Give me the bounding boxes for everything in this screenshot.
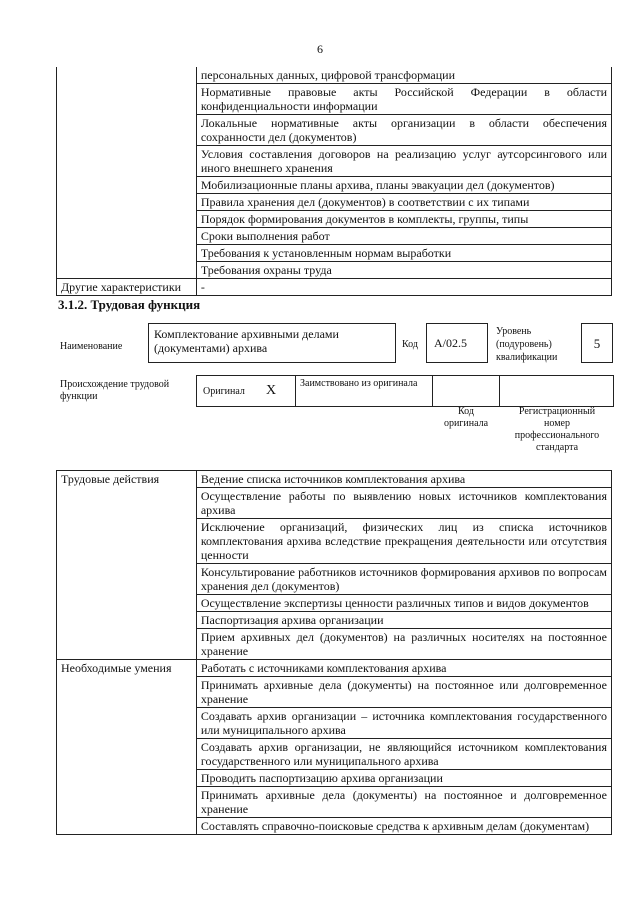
knowledge-table	[56, 67, 612, 296]
page-number: 6	[317, 42, 323, 56]
function-name-value: Комплектование архивными делами (документами) архива	[154, 327, 339, 355]
divider	[295, 375, 296, 406]
table-row: Паспортизация архива организации	[196, 612, 611, 629]
code-label: Код	[402, 339, 418, 350]
table-row: Прием архивных дел (документов) на различных носителях на постоянное хранение	[196, 629, 611, 660]
table-row: Создавать архив организации, не являющийся источником комплектования государственного или муниципального архива	[196, 739, 611, 770]
table-row: Принимать архивные дела (документы) на постоянное или долговременное хранение	[196, 677, 611, 708]
table-row: Исключение организаций, физических лиц из списка источников комплектования архива вследствие прекращения деятельности или отсутствия ценности	[196, 519, 611, 564]
table-row: Осуществление экспертизы ценности различных типов и видов документов	[196, 595, 611, 612]
other-characteristics-label: Другие характеристики	[57, 279, 197, 296]
table-row: Условия составления договоров на реализацию услуг аутсорсингового или иного внешнего хранения	[196, 146, 611, 177]
registration-number-caption: Регистрационный номер профессионального стандарта	[514, 406, 600, 453]
table-row: Консультирование работников источников формирования архивов по вопросам хранения дел (документов)	[196, 564, 611, 595]
name-label: Наименование	[60, 341, 123, 352]
original-mark: X	[266, 383, 277, 398]
table-row: Требования к установленным нормам выработки	[196, 245, 611, 262]
table-row: Сроки выполнения работ	[196, 228, 611, 245]
original-label: Оригинал	[203, 386, 245, 397]
table-row: Создавать архив организации – источника комплектования государственного или муниципального архива	[196, 708, 611, 739]
table-row: Работать с источниками комплектования архива	[196, 660, 611, 677]
required-skills-label: Необходимые умения	[57, 660, 197, 835]
table-row: Проводить паспортизацию архива организации	[196, 770, 611, 787]
table-cell-empty	[57, 67, 197, 279]
table-row: Составлять справочно-поисковые средства к архивным делам (документам)	[196, 818, 611, 835]
table-row: Требования охраны труда	[196, 262, 611, 279]
level-value: 5	[593, 336, 601, 351]
divider	[499, 375, 500, 406]
table-row: Нормативные правовые акты Российской Федерации в области конфиденциальности информации	[196, 84, 611, 115]
table-row: Локальные нормативные акты организации в области обеспечения сохранности дел (документов)	[196, 115, 611, 146]
level-label: Уровень (подуровень) квалификации	[496, 326, 558, 363]
labor-actions-label: Трудовые действия	[57, 471, 197, 660]
origin-label: Происхождение трудовой функции	[60, 379, 170, 402]
divider	[432, 375, 433, 406]
table-row: Осуществление работы по выявлению новых источников комплектования архива	[196, 488, 611, 519]
borrowed-label: Заимствовано из оригинала	[300, 378, 418, 389]
labor-function-table	[56, 470, 612, 835]
other-characteristics-value: -	[196, 279, 611, 296]
table-row: Порядок формирования документов в комплекты, группы, типы	[196, 211, 611, 228]
table-row: Правила хранения дел (документов) в соответствии с их типами	[196, 194, 611, 211]
table-row: Принимать архивные дела (документы) на постоянное и долговременное хранение	[196, 787, 611, 818]
table-row: Ведение списка источников комплектования архива	[196, 471, 611, 488]
table-row: Мобилизационные планы архива, планы эвакуации дел (документов)	[196, 177, 611, 194]
section-heading: 3.1.2. Трудовая функция	[58, 297, 201, 312]
table-row: персональных данных, цифровой трансформации	[196, 67, 611, 84]
code-value: A/02.5	[434, 336, 467, 350]
original-code-caption: Код оригинала	[443, 406, 489, 429]
